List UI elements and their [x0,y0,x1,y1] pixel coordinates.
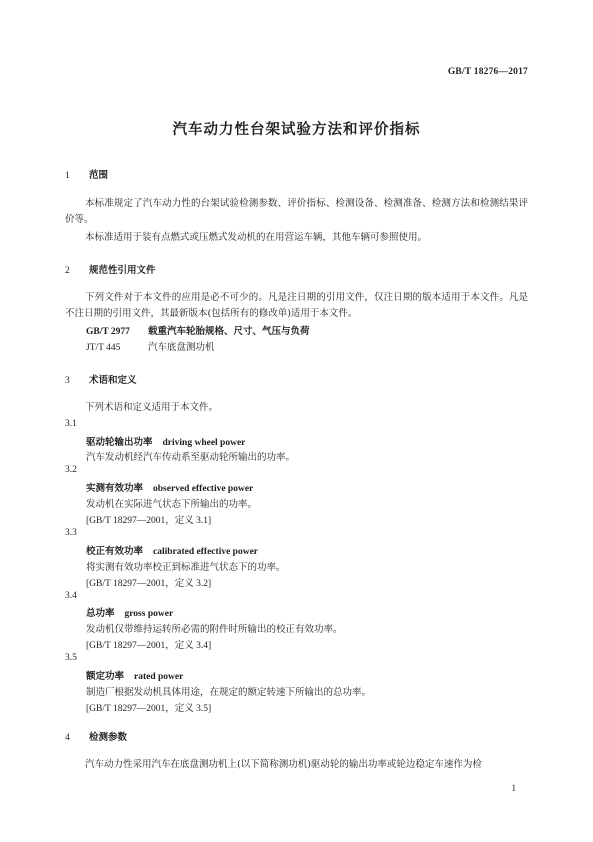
term-name [86,480,253,494]
term-source: [GB/T 18297—2001，定义 3.5] [86,704,212,714]
term-name [86,605,173,619]
section-title: 规范性引用文件 [89,265,156,276]
term-name [86,543,258,557]
term-source: [GB/T 18297—2001，定义 3.2] [86,579,212,589]
section-number: 1 [65,171,70,181]
term-number: 3.1 [65,419,77,429]
page-number: 1 [511,783,516,793]
scope-paragraph-1: 本标准规定了汽车动力性的台架试验检测参数、评价指标、检测设备、检测准备、检测方法和检测结果评价等。 [65,198,528,225]
term-number: 3.4 [65,591,77,601]
reference-code: JT/T 445 [86,343,121,353]
term-english: driving wheel power [162,438,246,448]
standard-number: GB/T 18276—2017 [447,67,528,77]
term-definition: 将实测有效功率校正到标准进气状态下的功率。 [86,562,286,573]
term-chinese: 额定功率 [86,671,125,682]
term-definition: 发动机在实际进气状态下所输出的功率。 [86,499,258,510]
term-chinese: 校正有效功率 [86,546,144,557]
reference-title: 载重汽车轮胎规格、尺寸、气压与负荷 [148,326,310,337]
section-title: 术语和定义 [89,375,137,386]
term-name [86,434,245,448]
section-number: 2 [65,266,70,276]
reference-code: GB/T 2977 [86,327,130,337]
term-english: observed effective power [153,484,254,494]
term-chinese: 实测有效功率 [86,483,144,494]
section-heading-test-parameters [65,729,127,743]
term-chinese: 总功率 [86,608,115,619]
terms-intro: 下列术语和定义适用于本文件。 [85,402,219,413]
term-definition: 发动机仅带维持运转所必需的附件时所输出的校正有效功率。 [86,624,343,635]
document-title: 汽车动力性台架试验方法和评价指标 [172,122,421,138]
section-heading-scope [65,167,108,181]
term-source: [GB/T 18297—2001，定义 3.4] [86,641,212,651]
section-title: 范围 [89,170,109,181]
reference-item [86,339,215,353]
section-number: 3 [65,376,70,386]
term-number: 3.5 [65,653,77,663]
section-heading-terms [65,372,137,386]
params-paragraph: 汽车动力性采用汽车在底盘测功机上(以下简称测功机)驱动轮的输出功率或轮边稳定车速作为检 [85,759,482,770]
term-definition: 汽车发动机经汽车传动系至驱动轮所输出的功率。 [86,452,296,463]
term-chinese: 驱动轮输出功率 [86,437,153,448]
scope-paragraph-2: 本标准适用于装有点燃式或压燃式发动机的在用营运车辆，其他车辆可参照使用。 [85,232,428,243]
reference-item [86,323,310,337]
term-english: gross power [124,609,174,619]
section-number: 4 [65,733,70,743]
term-number: 3.2 [65,465,77,475]
term-definition: 制造厂根据发动机具体用途，在规定的额定转速下所输出的总功率。 [86,687,372,698]
term-source: [GB/T 18297—2001，定义 3.1] [86,516,212,526]
term-name [86,668,183,682]
term-number: 3.3 [65,528,77,538]
normative-paragraph: 下列文件对于本文件的应用是必不可少的。凡是注日期的引用文件，仅注日期的版本适用于本文件。凡是不注日期的引用文件，其最新版本(包括所有的修改单)适用于本文件。 [65,292,528,319]
section-title: 检测参数 [89,732,128,743]
reference-title: 汽车底盘测功机 [148,342,215,353]
term-english: calibrated effective power [153,547,258,557]
section-heading-normative-references [65,262,156,276]
term-english: rated power [134,672,184,682]
